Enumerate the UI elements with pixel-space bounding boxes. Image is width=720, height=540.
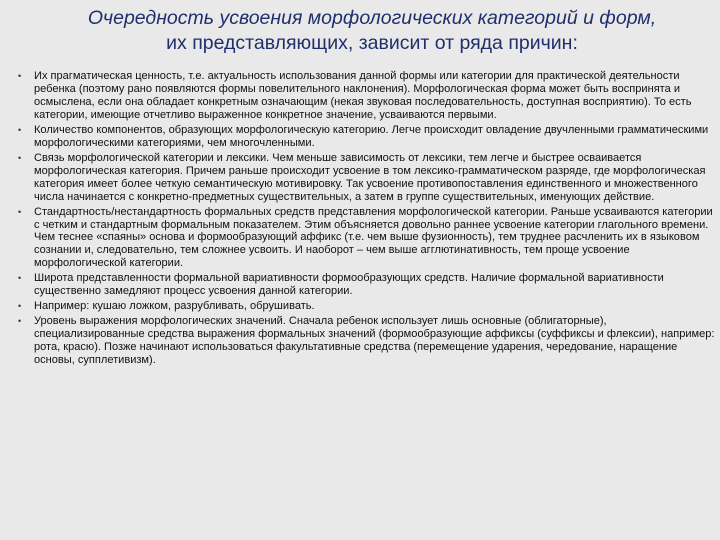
bullet-item	[18, 206, 716, 271]
bullet-dot-icon: •	[18, 301, 22, 312]
bullet-dot-icon: •	[18, 206, 22, 217]
bullet-text: Связь морфологической категории и лексики. Чем меньше зависимость от лексики, тем легче и быстрее осваивается морфологическая категория. Причем раньше происходит усвоение в том лексико-грамматическом разряде, где морфологическая категория имеет более четкую семантическую мотивировку. Так усвоение противопоставления единственного и множественного числа начинается с конкретно-предметных существительных, а затем в группе существительных, именующих действие.	[34, 151, 706, 203]
bullet-item	[18, 272, 716, 298]
slide-title-line-2: их представляющих, зависит от ряда причин:	[166, 32, 578, 54]
bullet-text: Стандартность/нестандартность формальных средств представления морфологической категории. Раньше усваиваются категории с четким и стандартным формальным показателем. Этим объясняется довольно раннее усвоение категории глагольного времени. Чем теснее «спаяны» основа и формообразующий аффикс (т.е. чем выше фузионность), тем труднее расчленить их в языковом сознании и, следовательно, тем сложнее усвоить. И наоборот – чем выше агглютинативность, тем проще усвоение морфологической категории.	[34, 205, 713, 270]
bullet-dot-icon: •	[18, 273, 22, 284]
bullet-dot-icon: •	[18, 124, 22, 135]
slide-title-line-1: Очередность усвоения морфологических категорий и форм,	[87, 7, 657, 29]
bullet-item	[18, 124, 716, 150]
bullet-text: Например: кушаю ложком, разрубливать, обрушивать.	[34, 300, 315, 313]
bullet-text: Количество компонентов, образующих морфологическую категорию. Легче происходит овладение двучленными грамматическими морфологическими категориями, чем многочленными.	[34, 123, 709, 149]
bullet-dot-icon: •	[18, 152, 22, 163]
bullet-dot-icon: •	[18, 71, 22, 81]
bullet-list	[18, 70, 716, 367]
bullet-text: Уровень выражения морфологических значений. Сначала ребенок использует лишь основные (облигаторные), специализированные средства выражения формальных значений (формообразующие аффиксы (суффиксы и флексии), например: рота, красю). Позже начинают использоваться факультативные средства (перемещение ударения, чередование, наращение основы, супплетивизм).	[34, 315, 715, 367]
bullet-item	[18, 70, 716, 122]
bullet-dot-icon: •	[18, 316, 22, 327]
bullet-item	[18, 152, 716, 204]
bullet-item	[18, 300, 716, 313]
bullet-item	[18, 315, 716, 367]
bullet-text: Широта представленности формальной вариативности формообразующих средств. Наличие формальной вариативности существенно замедляют процесс усвоения данной категории.	[34, 272, 664, 298]
slide-title	[30, 6, 714, 56]
bullet-text: Их прагматическая ценность, т.е. актуальность использования данной формы или категории для практической деятельности ребенка (поэтому рано появляются формы повелительного наклонения). Морфологическая форма может быть воспринята и осмыслена, если она обладает конкретным означающим (некая звуковая последовательность, доступная восприятию). То есть категории, имеющие отчетливо выраженное конкретное значение, усваиваются первыми.	[34, 70, 692, 121]
